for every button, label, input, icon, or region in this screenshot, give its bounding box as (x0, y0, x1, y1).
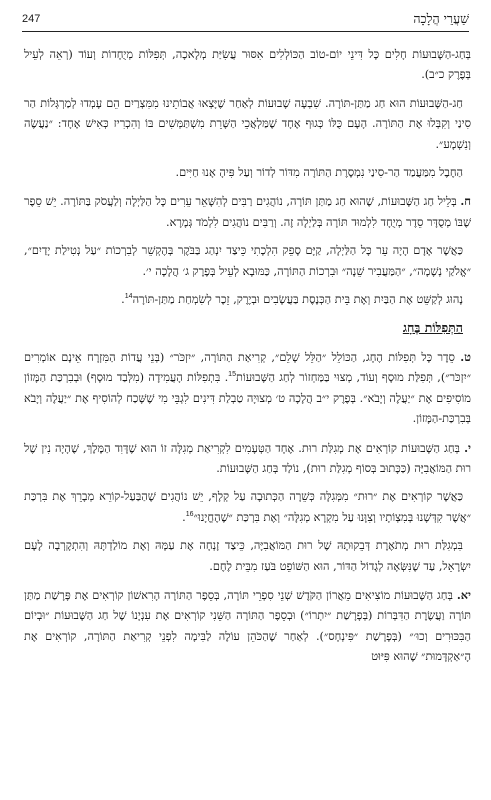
paragraph-text: הַחֶבֶל מִמַּעֲמַד הַר-סִינַי נִמְסֶרֶת הַתּוֹרָה מִדּוֹר לְדוֹר וְעַל פִּיהָ אָנוּ חַיִּים. (175, 166, 463, 180)
paragraph (24, 241, 471, 282)
footnote-ref[interactable]: 16 (185, 510, 194, 518)
paragraph (24, 536, 471, 577)
paragraph-text: חַג-הַשָּׁבוּעוֹת הוּא חַג מַתַּן-תּוֹרָה. שִׁבְעָה שָׁבוּעוֹת לְאַחַר שֶׁיָּצְאוּ אֲבוֹתֵינוּ מִמִּצְרַיִם הֵם עָמְדוּ לְמַרְגְּלוֹת הַר סִינַי וְקִבְּלוּ אֶת הַתּוֹרָה. הָעָם כֻּלּוֹ כְּגוּף אֶחָד שֶׁמַּלְאֲכֵי הַשָּׁרֵת מִשְׁתַּמְּשִׁים בּוֹ וְהִכְרִיז כְּאִישׁ אֶחָד: ״נַעֲשֶׂה וְנִשְׁמָע״. (24, 96, 471, 151)
paragraph (24, 585, 471, 668)
paragraph (24, 45, 471, 86)
paragraph-text: כַּאֲשֶׁר קוֹרְאִים אֶת ״רוּת״ מִמְּגִלָּה כְּשֵׁרָה הַכְּתוּבָה עַל קְלָף, יֵשׁ נוֹהֲגִים שֶׁהַבַּעַל-קוֹרֵא מְבָרֵךְ אֶת בִּרְכַּת ״אֲשֶׁר קִדְּשָׁנוּ בְּמִצְוֹתָיו וְצִוָּנוּ עַל מִקְרָא מְגִלָּה״ וְאֶת בִּרְכַּת ״שֶׁהֶחֱיָנוּ״ (24, 490, 471, 524)
paragraph-text: בְּחַג-הַשָּׁבוּעוֹת חָלִים כָּל דִּינֵי יוֹם-טוֹב הַכּוֹלְלִים אִסּוּר עֲשִׂיַּת מְלָאכָה, תְּפִלּוֹת מְיֻחָדוֹת וְעוֹד (רְאֵה לְעֵיל בְּפֶרֶק כ״ב). (24, 48, 471, 82)
paragraph-tail: . (182, 510, 186, 524)
paragraph (24, 163, 471, 183)
footnote-ref[interactable]: 15 (228, 371, 236, 379)
paragraph-tail: . בִּתְפִלּוֹת הָעֲמִידָה (מִלְּבַד מוּסָף) וּבְבִרְכַּת הַמָּזוֹן מוֹסִיפִים אֶת ״יַעֲלֶה וְיָבֹא״. בְּפֶרֶק י״ב הֲלָכָה ט׳ מְצוּיָה טַבְלַת דִּינִים לִגְבֵּי מִי שֶׁשָּׁכַח לְהוֹסִיף אֶת ״יַעֲלֶה וְיָבֹא בְּבִרְכַּת-הַמָּזוֹן. (24, 371, 471, 426)
header-rule (22, 31, 469, 32)
paragraph-text: סֵדֶר כָּל תְּפִלּוֹת הֶחָג, הַכּוֹלֵל ״הַלֵּל שָׁלֵם״, קְרִיאַת הַתּוֹרָה, ״יִזְכֹּר״ (בְּנֵי עֲדוֹת הַמִּזְרָח אֵינָם אוֹמְרִים ״יִזְכֹּר״), תְּפִלַּת מוּסָף וְעוֹד, מְצוּי בַּמַּחְזוֹר לְחַג הַשָּׁבוּעוֹת (24, 350, 471, 385)
paragraph-text: נָהוּג לְקַשֵּׁט אֶת הַבַּיִת וְאֶת בֵּית הַכְּנֶסֶת בַּעֲשָׂבִים וּבְיֶרֶק, זֵכֶר לְשִׂמְחַת מַתַּן-תּוֹרָה (132, 293, 463, 307)
paragraph (24, 347, 471, 430)
paragraph-text: בְּחַג הַשָּׁבוּעוֹת קוֹרְאִים אֶת מְגִלַּת רוּת. אֶחָד הַטְּעָמִים לִקְרִיאַת מְגִלָּה זוֹ הוּא שֶׁדָּוִד הַמֶּלֶךְ, שֶׁהָיָה נִין שֶׁל רוּת הַמּוֹאֲבִיָּה (כַּכָּתוּב בְּסוֹף מְגִלַּת רוּת), נוֹלַד בְּחַג הַשָּׁבוּעוֹת. (24, 441, 471, 475)
paragraph-number: ח. (460, 194, 471, 209)
running-header (22, 10, 469, 28)
paragraph (24, 94, 471, 155)
paragraph (24, 191, 471, 233)
paragraph-number: ט. (460, 349, 471, 364)
section-title: הַתְּפִלּוֹת בֶּחָג (402, 320, 463, 336)
paragraph-text: כַּאֲשֶׁר אָדָם הָיָה עֵר כָּל הַלַּיְלָה, קַיָּם סָפֵק הִלְכָתִי כֵּיצַד יִנְהַג בַּבֹּקֶר בְּהֶקְשֵׁר לְבִרְכוֹת ״עַל נְטִילַת יָדַיִם״, ״אֱלֹקַי נְשָׁמָה״, ״הַמַּעֲבִיר שֵׁנָה״ וּבִרְכוֹת הַתּוֹרָה, כַּמּוּבָא לְעֵיל בְּפֶרֶק ג׳ הֲלָכָה י׳. (24, 244, 471, 278)
paragraph-tail: . (121, 293, 125, 307)
paragraph (24, 438, 471, 480)
paragraph-text: בְּחַג הַשָּׁבוּעוֹת מוֹצִיאִים מֵאֲרוֹן הַקֹּדֶשׁ שְׁנֵי סִפְרֵי תּוֹרָה, בְּסֵפֶר הַתּוֹרָה הָרִאשׁוֹן קוֹרְאִים אֶת פָּרָשַׁת מַתַּן תּוֹרָה וַעֲשֶׂרֶת הַדִּבְּרוֹת (בְּפָרָשַׁת ״יִתְרוֹ״) וּבְסֵפֶר הַתּוֹרָה הַשֵּׁנִי קוֹרְאִים אֶת עִנְיָנוֹ שֶׁל חַג הַשָּׁבוּעוֹת ״וּבְיוֹם הַבִּכּוּרִים וְכוּ׳״ (בְּפָרָשַׁת ״פִּינְחָס״). לְאַחַר שֶׁהַכֹּהֵן עוֹלֶה לַבִּימָה לִפְנֵי קְרִיאַת הַתּוֹרָה, קוֹרְאִים אֶת הָ״אַקְדָּמוּת״ שֶׁהוּא פִּיּוּט (24, 588, 471, 664)
paragraph-number: י. (464, 440, 471, 455)
running-title: שַׁעֲרֵי הֲלָכָה (413, 11, 469, 26)
body-text (24, 45, 471, 674)
paragraph-text: בִּמְגִלַּת רוּת מְתֹאֶרֶת דְּבֵקוּתָהּ שֶׁל רוּת הַמּוֹאֲבִיָּה, כֵּיצַד זָנְחָה אֶת עַמָּהּ וְאֶת מוֹלַדְתָּהּ וְהִתְקָרְבָה לָעָם יִשְׂרָאֵל, עַד שֶׁנִּשְּׂאָה לְגָדוֹל הַדּוֹר, הוּא הַשּׁוֹפֵט בֹּעַז מִבֵּית לֶחֶם. (24, 539, 471, 573)
footnote-ref[interactable]: 14 (124, 293, 133, 301)
paragraph-text: בְּלֵיל חַג הַשָּׁבוּעוֹת, שֶׁהוּא חַג מַתַּן תּוֹרָה, נוֹהֲגִים רַבִּים לְהִשָּׁאֵר עֵרִים כָּל הַלַּיְלָה וְלַעֲסֹק בַּתּוֹרָה. יֵשׁ סֵפֶר שֶׁבּוֹ מְסֻדָּר סֵדֶר מְיֻחָד לִלְמוּד תּוֹרָה בְּלַיְלָה זֶה. וְרַבִּים נוֹהֲגִים לִלְמֹד גְּמָרָא. (24, 195, 471, 229)
paragraph-number: יא. (456, 587, 471, 602)
paragraph (24, 487, 471, 528)
page-number: 247 (22, 13, 41, 25)
paragraph (24, 290, 471, 310)
